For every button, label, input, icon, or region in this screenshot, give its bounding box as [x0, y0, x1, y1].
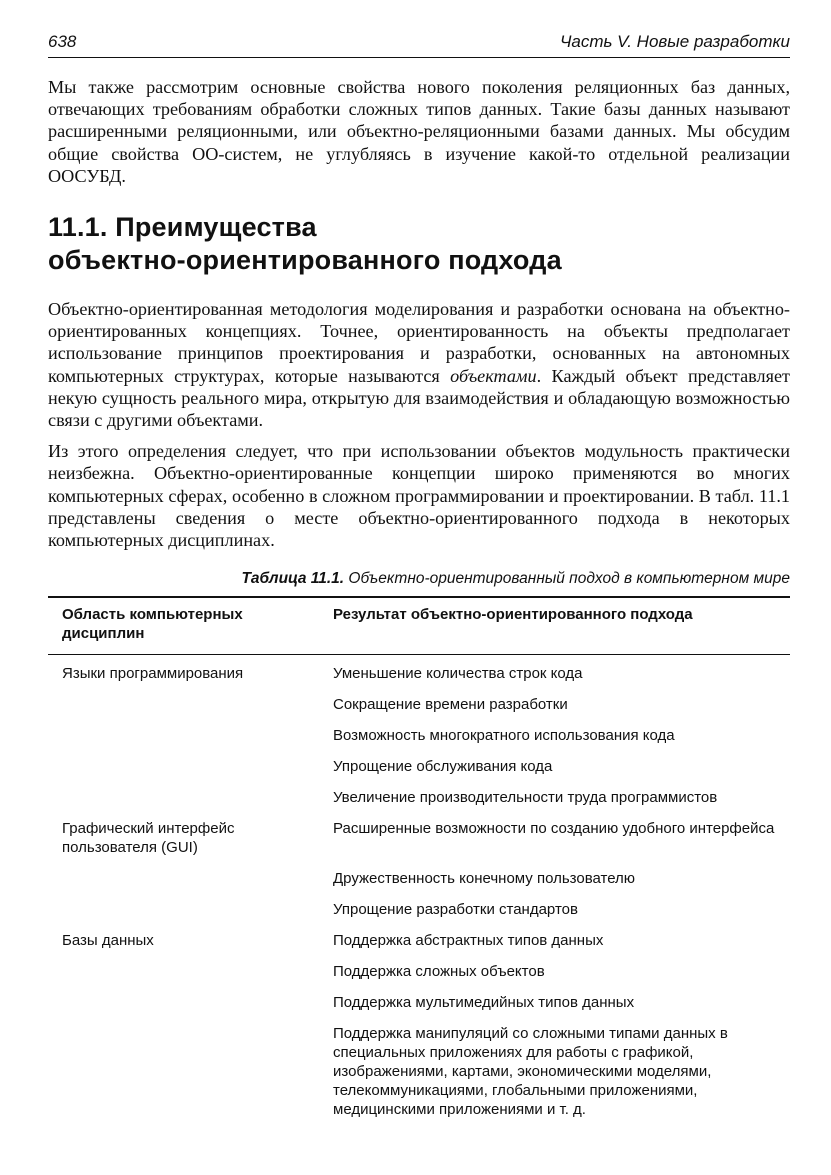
- table-cell-area: Языки программирования: [62, 665, 244, 683]
- table-cell-result: Поддержка сложных объектов: [333, 963, 545, 981]
- table-row: [48, 926, 790, 957]
- table-cell-area: [48, 864, 333, 895]
- section-heading-line-2: объектно-ориентированного подхода: [48, 245, 562, 276]
- table-cell-result: Упрощение разработки стандартов: [333, 901, 578, 919]
- table-cell-result: Сокращение времени разработки: [333, 696, 568, 714]
- paragraph-1-text-b: . Каждый объект представляет некую сущность реального мира, открытую для взаимодействия и обладающую возможностью связи с другими объектами.: [48, 365, 790, 431]
- table-cell-area: [48, 957, 333, 988]
- table-cell-result: Возможность многократного использования кода: [333, 727, 675, 745]
- table-caption-text: Объектно-ориентированный подход в компьютерном мире: [344, 570, 790, 588]
- table-header-row: [48, 597, 790, 655]
- table-row: [48, 957, 790, 988]
- table-cell-result: Увеличение производительности труда программистов: [333, 789, 718, 807]
- table-cell-area: [48, 690, 333, 721]
- table-cell-area: [48, 783, 333, 814]
- table-cell-result: Дружественность конечному пользователю: [333, 870, 636, 888]
- table-row: [48, 690, 790, 721]
- oo-approach-table: [48, 596, 790, 1126]
- table-row: [48, 864, 790, 895]
- table-cell-result: Поддержка мультимедийных типов данных: [333, 994, 635, 1012]
- paragraph-1-text-a: Объектно-ориентированная методология моделирования и разработки основана на объектно-ориентированных концепциях. Точнее, ориентированность на объекты предполагает использование принципов проектирования и разработки, основанных на автономных компьютерных структурах, которые называются: [48, 299, 790, 386]
- table-row: [48, 655, 790, 691]
- table-cell-result: Поддержка манипуляций со сложными типами данных в специальных приложениях для работы с графикой, изображениями, картами, экономическими моделями, телекоммуникациями, глобальными приложениями, медицинскими приложениями и т. д.: [333, 1025, 728, 1119]
- table-cell-result: Расширенные возможности по созданию удобного интерфейса: [333, 820, 775, 838]
- table-cell-area: [48, 1019, 333, 1126]
- column-header-result: Результат объектно-ориентированного подхода: [333, 597, 790, 655]
- table-cell-area: [48, 895, 333, 926]
- table-caption: [48, 570, 790, 588]
- table-cell-result: Поддержка абстрактных типов данных: [333, 932, 604, 950]
- running-title: Часть V. Новые разработки: [559, 32, 790, 51]
- table-cell-area: Графический интерфейс пользователя (GUI): [62, 820, 235, 857]
- table-cell-area: [48, 721, 333, 752]
- page-number: 638: [48, 32, 77, 51]
- italic-term: объектами: [450, 365, 537, 386]
- table-caption-label: Таблица 11.1.: [241, 570, 345, 588]
- table-cell-area: [48, 752, 333, 783]
- column-header-area: Область компьютерных дисциплин: [48, 597, 333, 655]
- paragraph-objects-definition: [48, 298, 790, 431]
- table-row: [48, 721, 790, 752]
- section-heading: [48, 211, 790, 277]
- paragraph-modularity: Из этого определения следует, что при использовании объектов модульность практически неизбежна. Объектно-ориентированные концепции широко применяются во многих компьютерных сферах, особенно в сложном программировании и проектировании. В табл. 11.1 представлены сведения о месте объектно-ориентированного подхода в некоторых компьютерных дисциплинах.: [48, 441, 790, 551]
- intro-paragraph: Мы также рассмотрим основные свойства нового поколения реляционных баз данных, отвечающих требованиям обработки сложных типов данных. Такие базы данных называют расширенными реляционными, или объектно-реляционными базами данных. Мы обсудим общие свойства ОО-систем, не углубляясь в изучение какой-то отдельной реализации ООСУБД.: [48, 77, 790, 186]
- running-header: [48, 32, 790, 58]
- table-row: [48, 752, 790, 783]
- table-cell-area: [48, 988, 333, 1019]
- table-row: [48, 1019, 790, 1126]
- table-row: [48, 814, 790, 864]
- table-cell-area: Базы данных: [62, 932, 154, 950]
- book-page: [48, 32, 790, 1126]
- section-heading-line-1: 11.1. Преимущества: [48, 212, 317, 243]
- table-row: [48, 783, 790, 814]
- table-row: [48, 895, 790, 926]
- table-cell-result: Уменьшение количества строк кода: [333, 665, 583, 683]
- table-row: [48, 988, 790, 1019]
- table-cell-result: Упрощение обслуживания кода: [333, 758, 553, 776]
